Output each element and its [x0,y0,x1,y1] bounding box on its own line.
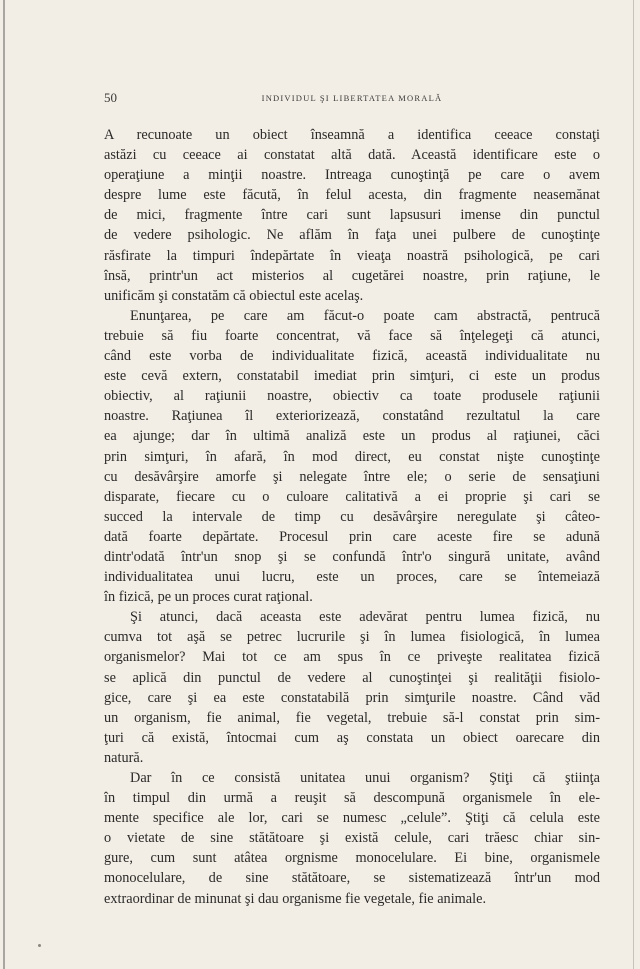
text-line: succed la intervale de timp cu desăvârşire neregulate şi câteo- [104,508,600,525]
text-line: monocelulare, de sine stătătoare, se sistematizează într'un mod [104,870,600,887]
text-line: A recunoate un obiect înseamnă a identifica ceeace constaţi [104,127,600,143]
text-line: când este vorba de individualitate fizică, această individualitate nu [104,348,600,365]
text-line: unificăm şi constatăm că obiectul este acelaş. [104,287,364,304]
text-line: despre lume este făcută, în felul acesta, din fragmente neasemănat [104,187,600,204]
text-line: ţuri că există, întocmai cum aş constata un obiect oarecare din [104,729,600,746]
paragraph [104,607,600,768]
scan-border-left [3,0,5,969]
page-number: 50 [104,90,117,105]
text-line: Enunţarea, pe care am făcut-o poate cam abstractă, pentrucă [130,307,600,324]
text-line: gice, care şi ea este constatabilă prin simţurile noastre. Când văd [104,689,600,706]
text-line: dintr'odată într'un snop şi se confundă într'o singură unitate, având [104,548,600,565]
paragraph [104,125,600,306]
text-line: organismelor? Mai tot ce am spus în ce priveşte realitatea fizică [104,649,600,666]
text-line: în timpul din urmă a reuşit să descompună organismele în ele- [104,790,600,807]
text-line: cumva tot aşă se petrec lucrurile şi în lumea fisiologică, în lumea [104,629,600,646]
text-line: noastre. Raţiunea îl exteriorizează, constatând rezultatul la care [104,408,600,425]
text-line: individualitatea unui lucru, este un proces, care se întemeiază [104,569,600,586]
text-line: astăzi cu ceeace ai constatat altă dată. Această identificare este o [104,147,600,164]
text-line: cu desăvârşire amorfe şi nelegate între ele; o serie de sensaţiuni [104,468,600,485]
text-line: o vietate de sine stătătoare şi există celule, cari trăesc chiar sin- [104,830,600,847]
text-line: gure, cum sunt atâtea orgnisme monocelulare. Ei bine, organismele [104,850,600,867]
scan-speck [38,944,41,947]
text-line: un organism, fie animal, fie vegetal, trebuie să-l constat prin sim- [104,709,600,726]
text-line: în fizică, pe un proces curat raţional. [104,589,313,606]
text-line: de vedere psihologic. Ne aflăm în faţa unei pulbere de cunoştinţe [104,227,600,244]
text-line: de mici, fragmente între cari sunt lapsusuri imense din punctul [104,207,600,224]
paragraph [104,306,600,607]
text-line: operaţiune a minţii noastre. Intreaga cunoştinţă pe care o avem [104,167,600,184]
page-header [104,88,600,108]
body-text [104,125,600,909]
text-line: trebuie să fiu foarte concentrat, vă face să înţelegeţi că atunci, [104,327,600,344]
text-line: Şi atunci, dacă aceasta este adevărat pentru lumea fizică, nu [130,609,600,626]
text-line: este cevă extern, constatabil imediat prin simţuri, ci este un produs [104,368,600,385]
text-line: natură. [104,749,144,766]
text-line: răsfirate la timpuri îndepărtate în vieaţa noastră psihologică, pe cari [104,247,600,264]
text-line: ea ajunge; dar în ultimă analiză este un produs al raţiunei, căci [104,428,600,445]
text-line: însă, printr'un act misterios al cugetărei noastre, prin raţiune, le [104,267,600,284]
text-line: se aplică din punctul de vedere al cunoştinţei şi realităţii fisiolo- [104,669,600,686]
text-line: extraordinar de minunat şi dau organisme fie vegetale, fie animale. [104,890,487,907]
scan-border-right [633,0,634,969]
text-line: obiectiv, al raţiunii noastre, obiectiv ca toate produsele raţiunii [104,388,600,405]
text-line: dată foarte depărtate. Procesul prin care aceste fire se adună [104,528,600,545]
running-head: INDIVIDUL ŞI LIBERTATEA MORALĂ [261,93,443,103]
text-line: mente specifice ale lor, cari se numesc „celule”. Ştiţi că celula este [104,810,600,827]
text-line: disparate, fiecare cu o culoare calitativă a ei proprie şi cari se [104,488,600,505]
text-line: Dar în ce consistă unitatea unui organism? Ştiţi că ştiinţa [130,770,600,786]
text-line: prin simţuri, în afară, în mod direct, eu constat nişte cunoştinţe [104,448,600,465]
paragraph [104,768,600,909]
